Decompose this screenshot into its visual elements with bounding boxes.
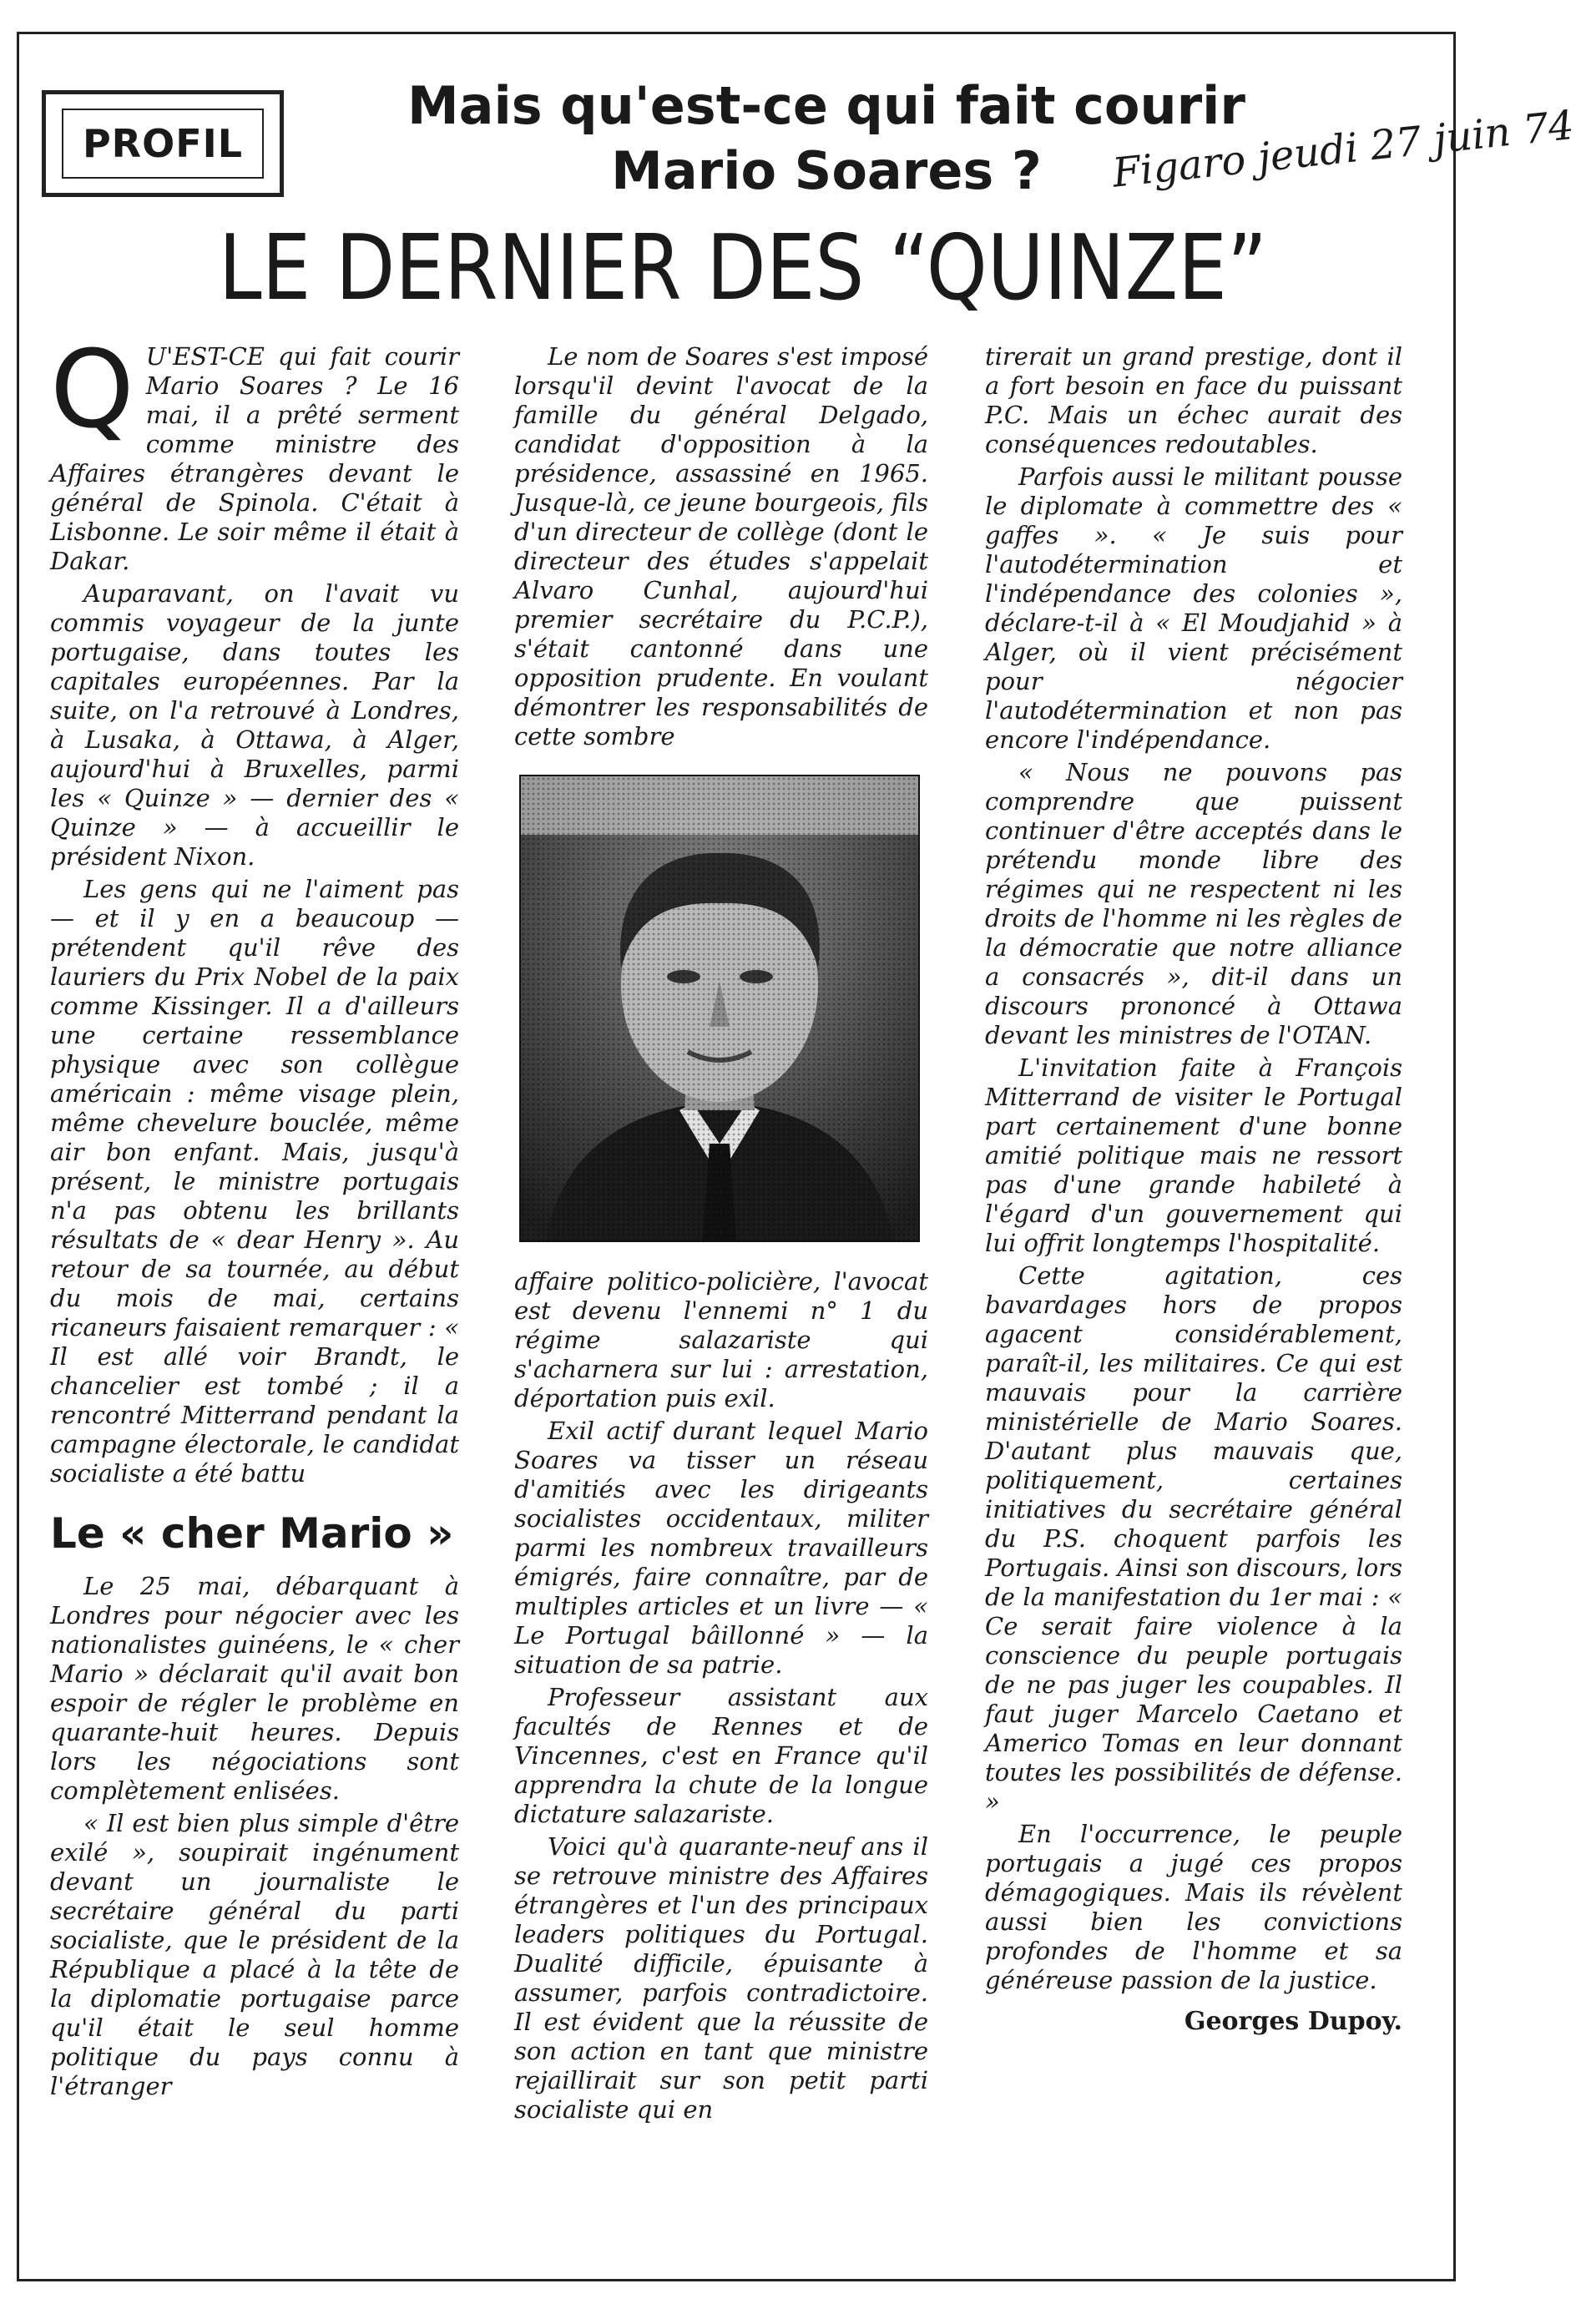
handwritten-annotation: Figaro jeudi 27 juin 74 (1110, 101, 1576, 197)
paragraph-text: U'EST-CE qui fait courir Mario Soares ? Le 16 mai, il a prêté serment comme ministre des Affaires étrangères devant le général de Spinola. C'était à Lisbonne. Le soir même il était à Dakar. (50, 342, 459, 575)
paragraph: Les gens qui ne l'aiment pas — et il y en a beaucoup — prétendent qu'il rêve des lauriers du Prix Nobel de la paix comme Kissinger. Il a d'ailleurs une certaine ressemblance physique avec son collègue américain : même visage plein, même chevelure bouclée, même air bon enfant. Mais, jusqu'à présent, le ministre portugais n'a pas obtenu les brillants résultats de « dear Henry ». Au retour de sa tournée, au début du mois de mai, certains ricaneurs faisaient remarquer : « Il est allé voir Brandt, le chancelier est tombé ; il a rencontré Mitterrand pendant la campagne électorale, le candidat socialiste a été battu (50, 875, 459, 1488)
paragraph: L'invitation faite à François Mitterrand de visiter le Portugal part certainement d'une bonne amitié politique mais ne ressort pas d'une grande habileté à l'égard d'un gouvernement qui lui offrit longtemps l'hospitalité. (985, 1053, 1402, 1257)
rubric-badge (42, 90, 284, 197)
column-2 (514, 342, 928, 2212)
paragraph: Exil actif durant lequel Mario Soares va tisser un réseau d'amitiés avec les dirigeants socialistes occidentaux, militer parmi les nombreux travailleurs émigrés, faire connaître, par de multiples articles et un livre — « Le Portugal bâillonné » — la situation de sa patrie. (514, 1417, 928, 1679)
paragraph: tirerait un grand prestige, dont il a fort besoin en face du puissant P.C. Mais un échec aurait des conséquences redoutables. (985, 342, 1402, 458)
paragraph: affaire politico-policière, l'avocat est devenu l'ennemi n° 1 du régime salazariste qui s'acharnera sur lui : arrestation, déportation puis exil. (514, 1267, 928, 1412)
paragraph: Auparavant, on l'avait vu commis voyageur de la junte portugaise, dans toutes les capitales européennes. Par la suite, on l'a retrouvé à Londres, à Lusaka, à Ottawa, à Alger, aujourd'hui à Bruxelles, parmi les « Quinze » — dernier des « Quinze » — à accueillir le président Nixon. (50, 579, 459, 871)
drop-cap: Q (50, 328, 134, 452)
paragraph: En l'occurrence, le peuple portugais a jugé ces propos démagogiques. Mais ils révèlent aussi bien les convictions profondes de l'homme et sa généreuse passion de la justice. (985, 1820, 1402, 1994)
headline-line-2: Mario Soares ? (611, 140, 1042, 201)
author-signature: Georges Dupoy. (1184, 2007, 1402, 2036)
kicker-title: LE DERNIER DES “QUINZE” (218, 216, 1268, 321)
portrait-image (521, 776, 918, 1240)
rubric-label: PROFIL (62, 109, 264, 179)
column-1 (50, 328, 459, 2212)
subheading: Le « cher Mario » (50, 1509, 454, 1558)
paragraph: Le 25 mai, débarquant à Londres pour négocier avec les nationalistes guinéens, le « cher Mario » déclarait qu'il avait bon espoir de régler le problème en quarante-huit heures. Depuis lors les négociations sont complètement enlisées. (50, 1572, 459, 1805)
paragraph: Le nom de Soares s'est imposé lorsqu'il devint l'avocat de la famille du général Delgado, candidat d'opposition à la présidence, assassiné en 1965. Jusque-là, ce jeune bourgeois, fils d'un directeur de collège (dont le directeur des études s'appelait Alvaro Cunhal, aujourd'hui premier secrétaire du P.C.P.), s'était cantonné dans une opposition prudente. En voulant démontrer les responsabilités de cette sombre (514, 342, 928, 750)
paragraph: Voici qu'à quarante-neuf ans il se retrouve ministre des Affaires étrangères et l'un des principaux leaders politiques du Portugal. Dualité difficile, épuisante à assumer, parfois contradictoire. Il est évident que la réussite de son action en tant que ministre rejaillirait sur son petit parti socialiste qui en (514, 1832, 928, 2124)
column-3 (985, 342, 1402, 2212)
paragraph: Parfois aussi le militant pousse le diplomate à commettre des « gaffes ». « Je suis pour l'autodétermination et l'indépendance des colonies », déclare-t-il à « El Moudjahid » à Alger, où il vient précisément pour négocier l'autodétermination et non pas encore l'indépendance. (985, 462, 1402, 754)
portrait-photo (519, 775, 920, 1242)
paragraph: « Il est bien plus simple d'être exilé », soupirait ingénument devant un journaliste le secrétaire général du parti socialiste, que le président de la République a placé à la tête de la diplomatie portugaise parce qu'il était le seul homme politique du pays connu à l'étranger (50, 1809, 459, 2100)
paragraph: Professeur assistant aux facultés de Rennes et de Vincennes, c'est en France qu'il apprendra la chute de la longue dictature salazariste. (514, 1683, 928, 1828)
paragraph: Cette agitation, ces bavardages hors de propos agacent considérablement, paraît-il, les militaires. Ce qui est mauvais pour la carrière ministérielle de Mario Soares. D'autant plus mauvais que, politiquement, certaines initiatives du secrétaire général du P.S. choquent parfois les Portugais. Ainsi son discours, lors de la manifestation du 1er mai : « Ce serait faire violence à la conscience du peuple portugais de ne pas juger les coupables. Il faut juger Marcelo Caetano et Americo Tomas en leur donnant toutes les possibilités de défense. » (985, 1261, 1402, 1816)
headline-line-1: Mais qu'est-ce qui fait courir (407, 75, 1246, 136)
paragraph: « Nous ne pouvons pas comprendre que puissent continuer d'être acceptés dans le prétendu monde libre des régimes qui ne respectent ni les droits de l'homme ni les règles de la démocratie que notre alliance a consacrés », dit-il dans un discours prononcé à Ottawa devant les ministres de l'OTAN. (985, 758, 1402, 1049)
paragraph (50, 328, 459, 576)
